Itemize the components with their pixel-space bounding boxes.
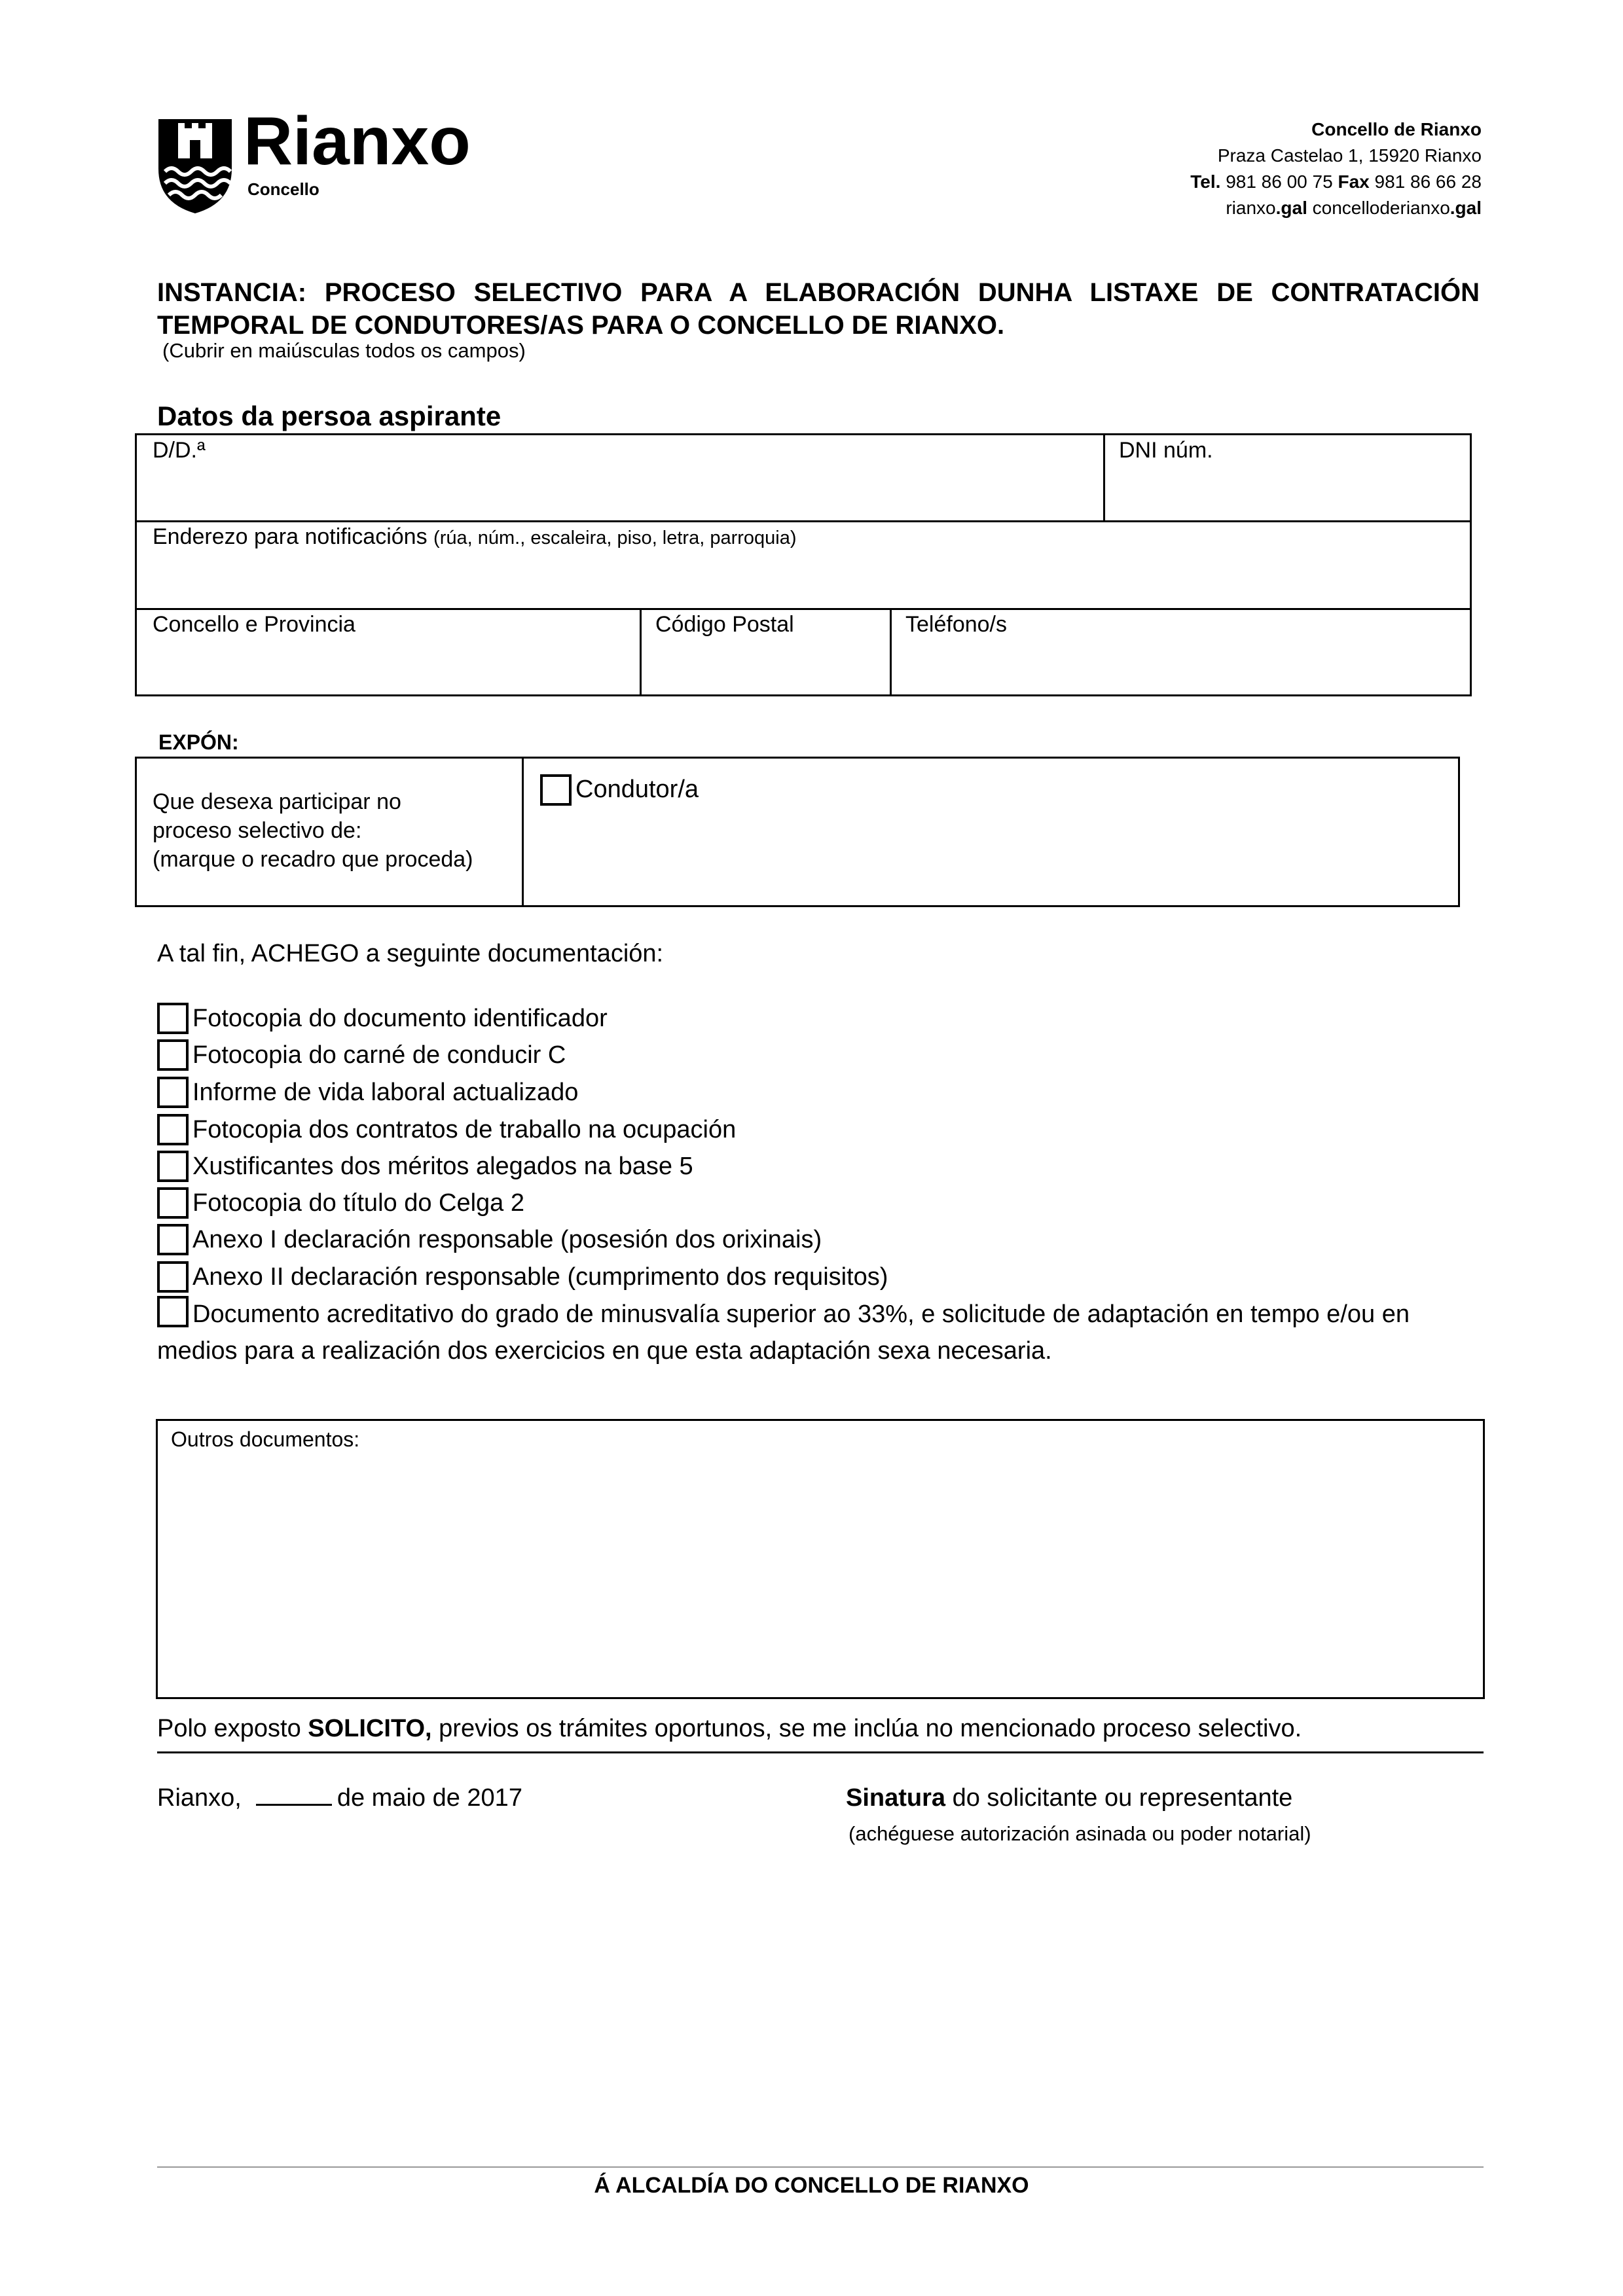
org-websites: rianxo.gal concelloderianxo.gal — [1226, 198, 1482, 218]
address-field[interactable]: Enderezo para notificacións (rúa, núm., escaleira, piso, letra, parroquia) — [153, 524, 797, 549]
applicant-heading: Datos da persoa aspirante — [157, 401, 501, 431]
signature-note: (achéguese autorización asinada ou poder notarial) — [848, 1822, 1311, 1845]
documents-intro: A tal fin, ACHEGO a seguinte documentación: — [157, 940, 664, 967]
doc-checkbox[interactable] — [157, 1296, 189, 1327]
shield-logo-icon — [156, 117, 234, 215]
place-date: Rianxo, de maio de 2017 — [157, 1784, 522, 1812]
council-province-field[interactable]: Concello e Provincia — [153, 612, 356, 637]
doc-checkbox[interactable] — [157, 1003, 189, 1034]
concello-logo — [156, 103, 522, 216]
doc-checkbox[interactable] — [157, 1114, 189, 1145]
expon-description: Que desexa participar no proceso selectivo de: (marque o recadro que proceda) — [153, 789, 473, 872]
doc-checkbox[interactable] — [157, 1077, 189, 1108]
phone-field[interactable]: Teléfono/s — [905, 612, 1007, 637]
divider — [157, 1751, 1484, 1753]
day-blank-field[interactable] — [256, 1784, 332, 1806]
request-statement: Polo exposto SOLICITO, previos os trámites oportunos, se me inclúa no mencionado proceso selectivo. — [157, 1715, 1302, 1742]
form-title: INSTANCIA: PROCESO SELECTIVO PARA A ELABORACIÓN DUNHA LISTAXE DE CONTRATACIÓN TEMPORAL DE CONDUTORES/AS PARA O CONCELLO DE RIANXO. — [157, 278, 1480, 340]
applicant-table — [135, 433, 1472, 696]
expon-heading: EXPÓN: — [158, 730, 239, 754]
condutor-checkbox[interactable] — [540, 774, 572, 806]
logo-subtitle: Concello — [247, 179, 319, 199]
condutor-option-label: Condutor/a — [575, 776, 699, 803]
other-documents-label: Outros documentos: — [171, 1427, 360, 1451]
footer-divider — [157, 2166, 1484, 2168]
org-address: Praza Castelao 1, 15920 Rianxo — [1217, 145, 1482, 166]
doc-checkbox[interactable] — [157, 1261, 189, 1293]
doc-checkbox[interactable] — [157, 1151, 189, 1182]
contact-block — [1190, 117, 1482, 221]
postal-code-field[interactable]: Código Postal — [655, 612, 794, 637]
doc-checkbox[interactable] — [157, 1187, 189, 1219]
org-name: Concello de Rianxo — [1311, 119, 1482, 139]
other-documents-box[interactable] — [156, 1419, 1485, 1699]
footer-addressee: Á ALCALDÍA DO CONCELLO DE RIANXO — [594, 2173, 1029, 2198]
expon-table — [135, 757, 1460, 907]
form-subtitle: (Cubrir en maiúsculas todos os campos) — [162, 339, 526, 362]
signature-label: Sinatura do solicitante ou representante — [846, 1784, 1293, 1812]
dni-field[interactable]: DNI núm. — [1119, 438, 1213, 463]
doc-checkbox[interactable] — [157, 1224, 189, 1255]
logo-wordmark: Rianxo — [244, 103, 471, 179]
org-phone-fax: Tel. 981 86 00 75 Fax 981 86 66 28 — [1190, 171, 1482, 192]
doc-checkbox[interactable] — [157, 1039, 189, 1071]
name-field[interactable]: D/D.ª — [153, 438, 206, 463]
doc-item-disability: Documento acreditativo do grado de minusvalía superior ao 33%, e solicitude de adaptación en tempo e/ou en medios para a realización dos exercicios en que esta adaptación sexa necesaria. — [157, 1296, 1482, 1369]
